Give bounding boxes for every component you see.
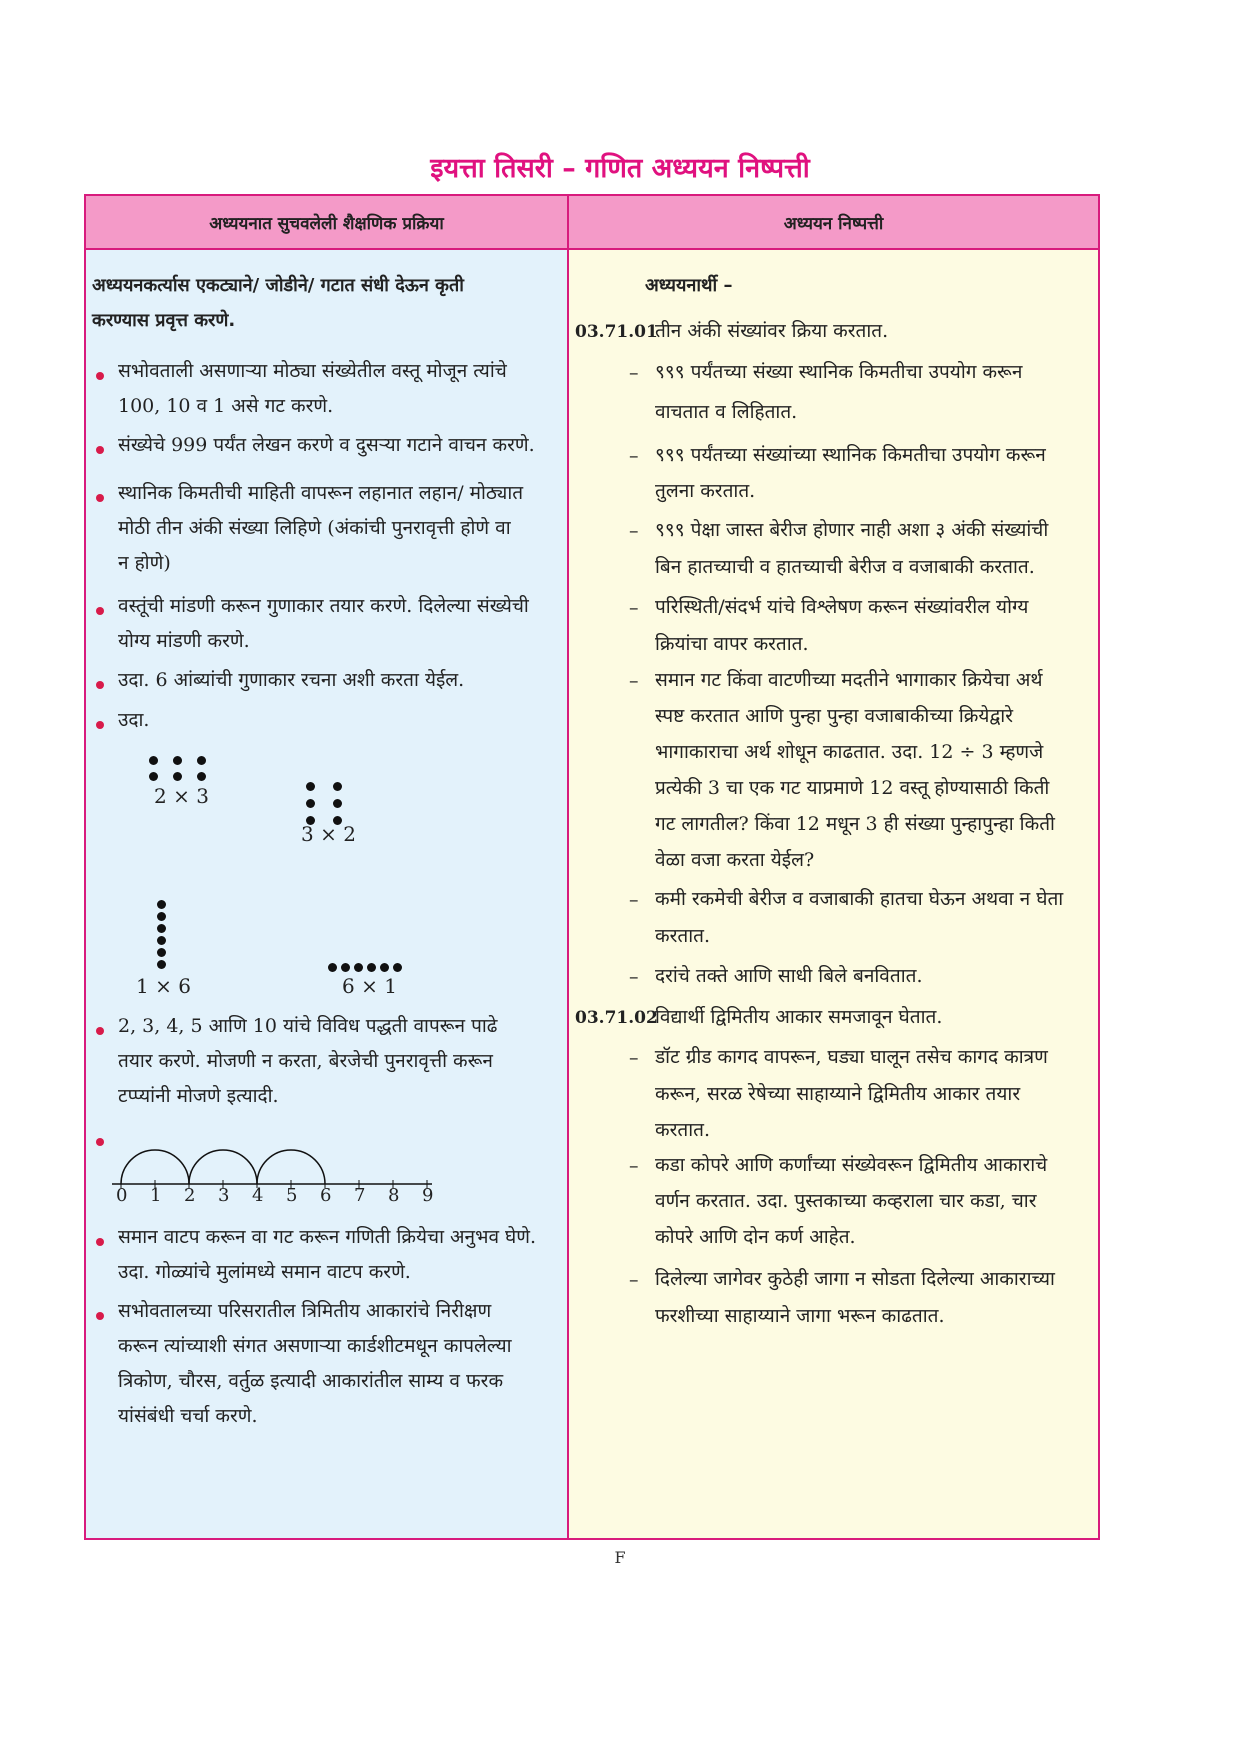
tick-label: 2	[184, 1185, 196, 1206]
dash: –	[629, 445, 639, 467]
list-item: दिलेल्या जागेवर कुठेही जागा न सोडता दिलेल्या आकाराच्या	[655, 1268, 1055, 1290]
array-label: 2 × 3	[154, 784, 209, 808]
list-item: कोपरे आणि दोन कर्ण आहेत.	[655, 1226, 856, 1248]
list-item: कडा कोपरे आणि कर्णांच्या संख्येवरून द्विमितीय आकाराचे	[655, 1154, 1048, 1176]
list-item: योग्य मांडणी करणे.	[118, 630, 250, 652]
list-item: उदा. गोळ्यांचे मुलांमध्ये समान वाटप करणे.	[118, 1261, 411, 1283]
page-title: इयत्ता तिसरी – गणित अध्ययन निष्पत्ती	[430, 153, 810, 184]
array-dot	[341, 963, 350, 972]
array-dot	[173, 756, 182, 765]
array-dot	[157, 900, 166, 909]
list-item: बिन हातच्याची व हातच्याची बेरीज व वजाबाकी करतात.	[655, 556, 1035, 578]
array-dot	[157, 948, 166, 957]
list-item: 2, 3, 4, 5 आणि 10 यांचे विविध पद्धती वापरून पाढे	[118, 1015, 498, 1037]
array-dot	[149, 756, 158, 765]
array-dot	[333, 799, 342, 808]
list-item: मोठी तीन अंकी संख्या लिहिणे (अंकांची पुनरावृत्ती होणे वा	[118, 517, 511, 539]
tick-label: 0	[116, 1185, 128, 1206]
array-dot	[149, 772, 158, 781]
list-item: सभोवताली असणाऱ्या मोठ्या संख्येतील वस्तू मोजून त्यांचे	[118, 360, 507, 382]
list-item: फरशीच्या साहाय्याने जागा भरून काढतात.	[655, 1305, 945, 1327]
list-item: सभोवतालच्या परिसरातील त्रिमितीय आकारांचे निरीक्षण	[118, 1300, 492, 1322]
intro-line-1: अध्ययनकर्त्यास एकट्याने/ जोडीने/ गटात संधी देऊन कृती	[92, 275, 464, 296]
list-item: टप्प्यांनी मोजणे इत्यादी.	[118, 1085, 279, 1107]
list-item: स्थानिक किमतीची माहिती वापरून लहानात लहान/ मोठ्यात	[118, 482, 524, 504]
array-dot	[306, 799, 315, 808]
list-item: डॉट ग्रीड कागद वापरून, घड्या घालून तसेच कागद कात्रण	[655, 1046, 1048, 1068]
list-item: भागाकाराचा अर्थ शोधून काढतात. उदा. 12 ÷ 3 म्हणजे	[655, 741, 1044, 763]
list-item: यांसंबंधी चर्चा करणे.	[118, 1405, 258, 1427]
tick-label: 5	[286, 1185, 298, 1206]
bullet-icon	[96, 721, 104, 729]
dash: –	[629, 1269, 639, 1291]
dash: –	[629, 889, 639, 911]
bullet-icon	[96, 681, 104, 689]
dash: –	[629, 597, 639, 619]
list-item: समान गट किंवा वाटणीच्या मदतीने भागाकार क्रियेचा अर्थ	[655, 669, 1043, 691]
array-dot	[157, 960, 166, 969]
dash: –	[629, 966, 639, 988]
list-item: स्पष्ट करतात आणि पुन्हा पुन्हा वजाबाकीच्या क्रियेद्वारे	[655, 705, 1013, 727]
outcome-text: तीन अंकी संख्यांवर क्रिया करतात.	[655, 320, 889, 342]
list-item: करून त्यांच्याशी संगत असणाऱ्या कार्डशीटमधून कापलेल्या	[118, 1335, 512, 1357]
list-item: समान वाटप करून वा गट करून गणिती क्रियेचा अनुभव घेणे.	[118, 1226, 537, 1248]
list-item: न होणे)	[118, 552, 171, 574]
left-column	[86, 250, 569, 1538]
list-item: ९९९ पेक्षा जास्त बेरीज होणार नाही अशा ३ अंकी संख्यांची	[655, 519, 1049, 541]
array-dot	[306, 782, 315, 791]
outcome-text: विद्यार्थी द्विमितीय आकार समजावून घेतात.	[655, 1006, 943, 1028]
list-item: प्रत्येकी 3 चा एक गट याप्रमाणे 12 वस्तू होण्यासाठी किती	[655, 777, 1050, 799]
bullet-icon	[96, 1027, 104, 1035]
array-label: 6 × 1	[342, 974, 397, 998]
array-dot	[380, 963, 389, 972]
dash: –	[629, 670, 639, 692]
list-item: परिस्थिती/संदर्भ यांचे विश्लेषण करून संख्यांवरील योग्य	[655, 596, 1029, 618]
bullet-icon	[96, 607, 104, 615]
list-item: त्रिकोण, चौरस, वर्तुळ इत्यादी आकारांतील साम्य व फरक	[118, 1370, 504, 1392]
array-dot	[354, 963, 363, 972]
bullet-icon	[96, 1138, 104, 1146]
list-item: तयार करणे. मोजणी न करता, बेरजेची पुनरावृत्ती करून	[118, 1050, 493, 1072]
bullet-icon	[96, 494, 104, 502]
header-left: अध्ययनात सुचवलेली शैक्षणिक प्रक्रिया	[86, 196, 569, 250]
array-dot	[173, 772, 182, 781]
array-dot	[367, 963, 376, 972]
array-dot	[157, 936, 166, 945]
list-item: करतात.	[655, 1119, 710, 1141]
list-item: वेळा वजा करता येईल?	[655, 849, 815, 871]
array-dot	[157, 924, 166, 933]
dash: –	[629, 1155, 639, 1177]
tick-label: 1	[150, 1185, 162, 1206]
array-dot	[157, 912, 166, 921]
array-dot	[197, 756, 206, 765]
bullet-icon	[96, 372, 104, 380]
list-item: करून, सरळ रेषेच्या साहाय्याने द्विमितीय आकार तयार	[655, 1083, 1021, 1105]
list-item: ९९९ पर्यंतच्या संख्यांच्या स्थानिक किमतीचा उपयोग करून	[655, 444, 1046, 466]
bullet-icon	[96, 446, 104, 454]
list-item: उदा.	[118, 709, 150, 731]
array-label: 1 × 6	[136, 974, 191, 998]
list-item: तुलना करतात.	[655, 480, 756, 502]
tick-label: 7	[354, 1185, 366, 1206]
header-right: अध्ययन निष्पत्ती	[569, 196, 1098, 250]
dash: –	[629, 1047, 639, 1069]
list-item: दरांचे तक्ते आणि साधी बिले बनवितात.	[655, 965, 923, 987]
list-item: उदा. 6 आंब्यांची गुणाकार रचना अशी करता येईल.	[118, 669, 465, 691]
outcome-code: 03.71.02	[575, 1008, 658, 1028]
dash: –	[629, 362, 639, 384]
list-item: कमी रकमेची बेरीज व वजाबाकी हातचा घेऊन अथवा न घेता	[655, 888, 1064, 910]
bullet-icon	[96, 1312, 104, 1320]
tick-label: 6	[320, 1185, 332, 1206]
list-item: गट लागतील? किंवा 12 मधून 3 ही संख्या पुन्हापुन्हा किती	[655, 813, 1055, 835]
list-item: ९९९ पर्यंतच्या संख्या स्थानिक किमतीचा उपयोग करून	[655, 361, 1023, 383]
tick-label: 9	[422, 1185, 434, 1206]
outcomes-table	[84, 194, 1100, 1540]
intro-line-2: करण्यास प्रवृत्त करणे.	[92, 310, 236, 331]
array-dot	[333, 782, 342, 791]
array-dot	[328, 963, 337, 972]
array-dot	[393, 963, 402, 972]
list-item: करतात.	[655, 925, 710, 947]
learner-lead: अध्ययनार्थी –	[645, 275, 733, 296]
tick-label: 8	[388, 1185, 400, 1206]
tick-label: 4	[252, 1185, 264, 1206]
list-item: क्रियांचा वापर करतात.	[655, 633, 809, 655]
list-item: वर्णन करतात. उदा. पुस्तकाच्या कव्हराला चार कडा, चार	[655, 1190, 1037, 1212]
right-column	[569, 250, 1098, 1538]
array-dot	[197, 772, 206, 781]
array-label: 3 × 2	[301, 822, 356, 846]
bullet-icon	[96, 1238, 104, 1246]
list-item: 100, 10 व 1 असे गट करणे.	[118, 395, 334, 417]
outcome-code: 03.71.01	[575, 322, 658, 342]
tick-label: 3	[218, 1185, 230, 1206]
page-footer: F	[614, 1548, 626, 1567]
list-item: संख्येचे 999 पर्यंत लेखन करणे व दुसऱ्या गटाने वाचन करणे.	[118, 434, 535, 456]
list-item: वाचतात व लिहितात.	[655, 401, 798, 423]
list-item: वस्तूंची मांडणी करून गुणाकार तयार करणे. दिलेल्या संख्येची	[118, 595, 529, 617]
dash: –	[629, 520, 639, 542]
